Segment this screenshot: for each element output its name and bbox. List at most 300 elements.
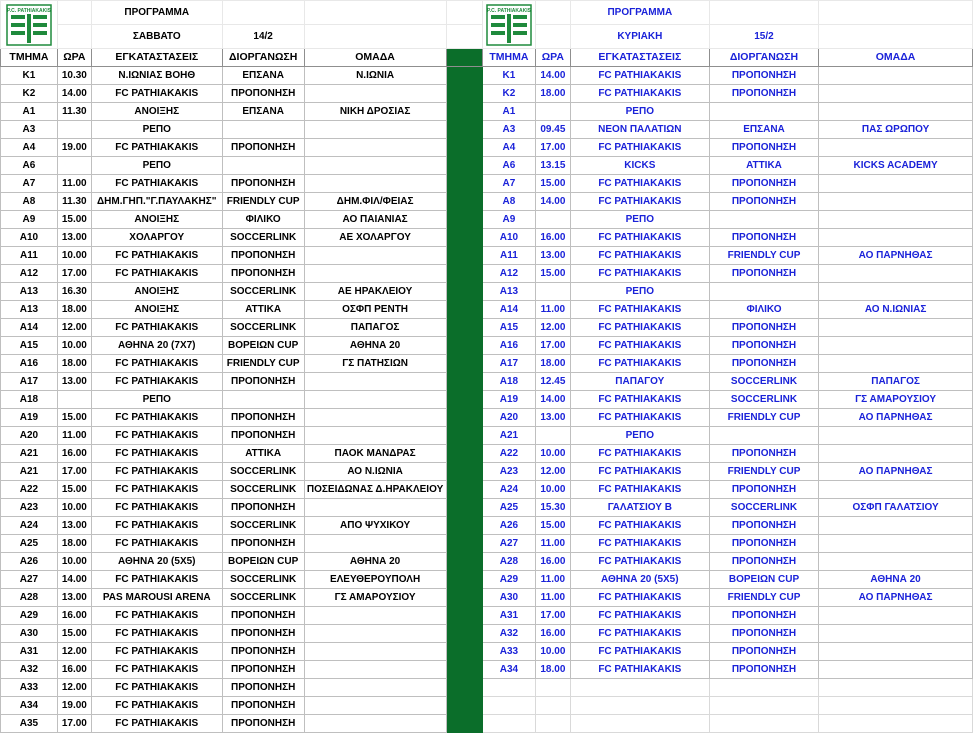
sunday-cell-opponent[interactable]: [819, 535, 973, 553]
sunday-cell-time[interactable]: 10.00: [535, 445, 570, 463]
saturday-cell-opponent[interactable]: [304, 625, 446, 643]
sunday-cell-venue[interactable]: FC PATHIAKAKIS: [570, 607, 709, 625]
sunday-cell-venue[interactable]: FC PATHIAKAKIS: [570, 229, 709, 247]
saturday-cell-time[interactable]: 10.00: [57, 247, 91, 265]
sunday-cell-team[interactable]: [482, 715, 535, 733]
saturday-cell-organization[interactable]: [222, 121, 304, 139]
saturday-cell-opponent[interactable]: [304, 427, 446, 445]
saturday-cell-opponent[interactable]: ΠΑΠΑΓΟΣ: [304, 319, 446, 337]
sunday-cell-opponent[interactable]: [819, 355, 973, 373]
sunday-cell-venue[interactable]: FC PATHIAKAKIS: [570, 625, 709, 643]
saturday-cell-venue[interactable]: ΧΟΛΑΡΓΟΥ: [91, 229, 222, 247]
sunday-cell-venue[interactable]: FC PATHIAKAKIS: [570, 247, 709, 265]
sunday-cell-venue[interactable]: FC PATHIAKAKIS: [570, 355, 709, 373]
sunday-cell-venue[interactable]: FC PATHIAKAKIS: [570, 319, 709, 337]
saturday-cell-time[interactable]: 10.30: [57, 67, 91, 85]
saturday-cell-organization[interactable]: ΕΠΣΑΝΑ: [222, 67, 304, 85]
saturday-cell-time[interactable]: 18.00: [57, 355, 91, 373]
sunday-cell-venue[interactable]: FC PATHIAKAKIS: [570, 481, 709, 499]
sunday-cell-organization[interactable]: ΠΡΟΠΟΝΗΣΗ: [709, 661, 818, 679]
sunday-cell-team[interactable]: A10: [482, 229, 535, 247]
saturday-cell-organization[interactable]: SOCCERLINK: [222, 481, 304, 499]
saturday-cell-team[interactable]: A1: [1, 103, 58, 121]
sunday-cell-team[interactable]: A27: [482, 535, 535, 553]
sunday-cell-time[interactable]: 15.30: [535, 499, 570, 517]
sunday-cell-team[interactable]: A33: [482, 643, 535, 661]
saturday-cell-venue[interactable]: ΑΝΟΙΞΗΣ: [91, 301, 222, 319]
sunday-cell-venue[interactable]: ΓΑΛΑΤΣΙΟΥ Β: [570, 499, 709, 517]
saturday-cell-time[interactable]: 13.00: [57, 589, 91, 607]
saturday-header-venue[interactable]: ΕΓΚΑΤΑΣΤΑΣΕΙΣ: [91, 49, 222, 67]
sunday-cell-opponent[interactable]: ΟΣΦΠ ΓΑΛΑΤΣΙΟΥ: [819, 499, 973, 517]
sunday-cell-organization[interactable]: ΒΟΡΕΙΩΝ CUP: [709, 571, 818, 589]
saturday-cell-team[interactable]: A27: [1, 571, 58, 589]
saturday-cell-organization[interactable]: ΠΡΟΠΟΝΗΣΗ: [222, 427, 304, 445]
sunday-cell-organization[interactable]: ΠΡΟΠΟΝΗΣΗ: [709, 643, 818, 661]
sunday-cell-organization[interactable]: [709, 427, 818, 445]
sunday-cell-opponent[interactable]: [819, 67, 973, 85]
saturday-cell-opponent[interactable]: ΑΠΟ ΨΥΧΙΚΟΥ: [304, 517, 446, 535]
sunday-cell-time[interactable]: 13.00: [535, 409, 570, 427]
sunday-cell-organization[interactable]: ΠΡΟΠΟΝΗΣΗ: [709, 445, 818, 463]
saturday-cell-venue[interactable]: ΑΘΗΝΑ 20 (7X7): [91, 337, 222, 355]
sunday-cell-opponent[interactable]: [819, 85, 973, 103]
sunday-cell-time[interactable]: [535, 715, 570, 733]
sunday-cell-organization[interactable]: FRIENDLY CUP: [709, 409, 818, 427]
saturday-cell-team[interactable]: A32: [1, 661, 58, 679]
saturday-cell-time[interactable]: 19.00: [57, 139, 91, 157]
sunday-cell-team[interactable]: K2: [482, 85, 535, 103]
saturday-cell-organization[interactable]: ΠΡΟΠΟΝΗΣΗ: [222, 679, 304, 697]
saturday-cell-organization[interactable]: SOCCERLINK: [222, 463, 304, 481]
saturday-cell-team[interactable]: A7: [1, 175, 58, 193]
saturday-cell-time[interactable]: 13.00: [57, 373, 91, 391]
saturday-cell-venue[interactable]: FC PATHIAKAKIS: [91, 643, 222, 661]
saturday-cell-team[interactable]: A20: [1, 427, 58, 445]
sunday-cell-team[interactable]: A9: [482, 211, 535, 229]
saturday-cell-team[interactable]: A29: [1, 607, 58, 625]
saturday-cell-organization[interactable]: FRIENDLY CUP: [222, 193, 304, 211]
saturday-cell-team[interactable]: K2: [1, 85, 58, 103]
saturday-cell-team[interactable]: A13: [1, 301, 58, 319]
sunday-cell-organization[interactable]: ΦΙΛΙΚΟ: [709, 301, 818, 319]
saturday-cell-time[interactable]: 15.00: [57, 481, 91, 499]
saturday-cell-venue[interactable]: FC PATHIAKAKIS: [91, 499, 222, 517]
saturday-cell-venue[interactable]: FC PATHIAKAKIS: [91, 373, 222, 391]
saturday-cell-opponent[interactable]: [304, 499, 446, 517]
saturday-cell-venue[interactable]: FC PATHIAKAKIS: [91, 679, 222, 697]
sunday-cell-time[interactable]: 18.00: [535, 85, 570, 103]
sunday-cell-opponent[interactable]: ΓΣ ΑΜΑΡΟΥΣΙΟΥ: [819, 391, 973, 409]
saturday-cell-opponent[interactable]: [304, 391, 446, 409]
saturday-header-team[interactable]: ΤΜΗΜΑ: [1, 49, 58, 67]
saturday-cell-venue[interactable]: FC PATHIAKAKIS: [91, 481, 222, 499]
sunday-cell-opponent[interactable]: [819, 679, 973, 697]
saturday-cell-opponent[interactable]: [304, 535, 446, 553]
sunday-cell-time[interactable]: 12.00: [535, 463, 570, 481]
saturday-cell-venue[interactable]: ΑΘΗΝΑ 20 (5X5): [91, 553, 222, 571]
sunday-cell-team[interactable]: A30: [482, 589, 535, 607]
sunday-cell-time[interactable]: 15.00: [535, 175, 570, 193]
sunday-cell-venue[interactable]: FC PATHIAKAKIS: [570, 445, 709, 463]
sunday-cell-venue[interactable]: FC PATHIAKAKIS: [570, 301, 709, 319]
sunday-cell-team[interactable]: A24: [482, 481, 535, 499]
saturday-cell-venue[interactable]: FC PATHIAKAKIS: [91, 463, 222, 481]
sunday-cell-opponent[interactable]: [819, 697, 973, 715]
sunday-header-organization[interactable]: ΔΙΟΡΓΑΝΩΣΗ: [709, 49, 818, 67]
saturday-cell-venue[interactable]: FC PATHIAKAKIS: [91, 625, 222, 643]
saturday-cell-opponent[interactable]: [304, 121, 446, 139]
saturday-cell-time[interactable]: 16.30: [57, 283, 91, 301]
saturday-cell-time[interactable]: 15.00: [57, 211, 91, 229]
saturday-cell-opponent[interactable]: ΠΟΣΕΙΔΩΝΑΣ Δ.ΗΡΑΚΛΕΙΟΥ: [304, 481, 446, 499]
sunday-cell-organization[interactable]: [709, 715, 818, 733]
saturday-cell-team[interactable]: A30: [1, 625, 58, 643]
saturday-cell-opponent[interactable]: [304, 175, 446, 193]
sunday-cell-venue[interactable]: ΑΘΗΝΑ 20 (5X5): [570, 571, 709, 589]
saturday-cell-team[interactable]: A10: [1, 229, 58, 247]
sunday-cell-time[interactable]: 17.00: [535, 607, 570, 625]
saturday-cell-time[interactable]: 17.00: [57, 265, 91, 283]
sunday-cell-time[interactable]: 12.45: [535, 373, 570, 391]
sunday-cell-organization[interactable]: [709, 697, 818, 715]
sunday-cell-team[interactable]: A34: [482, 661, 535, 679]
saturday-cell-organization[interactable]: ΕΠΣΑΝΑ: [222, 103, 304, 121]
saturday-cell-opponent[interactable]: [304, 157, 446, 175]
saturday-cell-venue[interactable]: PAS MAROUSI ARENA: [91, 589, 222, 607]
sunday-cell-venue[interactable]: [570, 679, 709, 697]
saturday-cell-organization[interactable]: ΠΡΟΠΟΝΗΣΗ: [222, 715, 304, 733]
sunday-cell-organization[interactable]: ΠΡΟΠΟΝΗΣΗ: [709, 481, 818, 499]
sunday-cell-venue[interactable]: ΡΕΠΟ: [570, 283, 709, 301]
sunday-cell-organization[interactable]: ΑΤΤΙΚΑ: [709, 157, 818, 175]
sunday-cell-opponent[interactable]: ΑΟ ΠΑΡΝΗΘΑΣ: [819, 463, 973, 481]
saturday-cell-team[interactable]: A28: [1, 589, 58, 607]
saturday-cell-time[interactable]: 14.00: [57, 571, 91, 589]
saturday-cell-venue[interactable]: FC PATHIAKAKIS: [91, 139, 222, 157]
saturday-cell-venue[interactable]: ΑΝΟΙΞΗΣ: [91, 211, 222, 229]
saturday-cell-venue[interactable]: FC PATHIAKAKIS: [91, 571, 222, 589]
sunday-cell-venue[interactable]: FC PATHIAKAKIS: [570, 67, 709, 85]
sunday-cell-team[interactable]: A16: [482, 337, 535, 355]
sunday-cell-team[interactable]: A15: [482, 319, 535, 337]
sunday-cell-venue[interactable]: FC PATHIAKAKIS: [570, 535, 709, 553]
sunday-cell-opponent[interactable]: [819, 319, 973, 337]
saturday-cell-team[interactable]: A17: [1, 373, 58, 391]
saturday-cell-opponent[interactable]: ΝΙΚΗ ΔΡΟΣΙΑΣ: [304, 103, 446, 121]
sunday-cell-time[interactable]: 14.00: [535, 67, 570, 85]
sunday-cell-opponent[interactable]: ΑΟ Ν.ΙΩΝΙΑΣ: [819, 301, 973, 319]
saturday-cell-opponent[interactable]: [304, 661, 446, 679]
sunday-cell-time[interactable]: 11.00: [535, 535, 570, 553]
sunday-cell-time[interactable]: 16.00: [535, 229, 570, 247]
sunday-cell-organization[interactable]: ΠΡΟΠΟΝΗΣΗ: [709, 553, 818, 571]
saturday-cell-time[interactable]: 12.00: [57, 679, 91, 697]
saturday-cell-team[interactable]: A34: [1, 697, 58, 715]
sunday-cell-team[interactable]: A17: [482, 355, 535, 373]
sunday-cell-time[interactable]: [535, 103, 570, 121]
saturday-cell-team[interactable]: A24: [1, 517, 58, 535]
sunday-cell-opponent[interactable]: ΑΘΗΝΑ 20: [819, 571, 973, 589]
saturday-cell-organization[interactable]: ΒΟΡΕΙΩΝ CUP: [222, 553, 304, 571]
saturday-cell-time[interactable]: 11.30: [57, 193, 91, 211]
sunday-cell-venue[interactable]: FC PATHIAKAKIS: [570, 517, 709, 535]
saturday-cell-organization[interactable]: SOCCERLINK: [222, 517, 304, 535]
sunday-cell-organization[interactable]: ΠΡΟΠΟΝΗΣΗ: [709, 535, 818, 553]
saturday-cell-team[interactable]: A3: [1, 121, 58, 139]
sunday-cell-team[interactable]: A3: [482, 121, 535, 139]
sunday-cell-team[interactable]: A21: [482, 427, 535, 445]
saturday-cell-opponent[interactable]: [304, 697, 446, 715]
saturday-cell-opponent[interactable]: [304, 265, 446, 283]
saturday-cell-opponent[interactable]: ΓΣ ΠΑΤΗΣΙΩΝ: [304, 355, 446, 373]
sunday-cell-opponent[interactable]: [819, 481, 973, 499]
sunday-cell-team[interactable]: A4: [482, 139, 535, 157]
saturday-cell-opponent[interactable]: ΟΣΦΠ ΡΕΝΤΗ: [304, 301, 446, 319]
sunday-cell-team[interactable]: A18: [482, 373, 535, 391]
saturday-cell-time[interactable]: 11.30: [57, 103, 91, 121]
sunday-cell-time[interactable]: 16.00: [535, 625, 570, 643]
sunday-cell-venue[interactable]: ΝΕΟΝ ΠΑΛΑΤΙΩΝ: [570, 121, 709, 139]
sunday-cell-opponent[interactable]: [819, 103, 973, 121]
saturday-header-time[interactable]: ΩΡΑ: [57, 49, 91, 67]
sunday-cell-organization[interactable]: ΠΡΟΠΟΝΗΣΗ: [709, 625, 818, 643]
sunday-cell-organization[interactable]: [709, 211, 818, 229]
saturday-cell-time[interactable]: 18.00: [57, 301, 91, 319]
sunday-cell-organization[interactable]: SOCCERLINK: [709, 499, 818, 517]
sunday-cell-team[interactable]: A19: [482, 391, 535, 409]
saturday-cell-venue[interactable]: ΡΕΠΟ: [91, 157, 222, 175]
sunday-cell-time[interactable]: [535, 679, 570, 697]
saturday-cell-venue[interactable]: ΑΝΟΙΞΗΣ: [91, 283, 222, 301]
sunday-cell-opponent[interactable]: KICKS ACADEMY: [819, 157, 973, 175]
saturday-cell-team[interactable]: A21: [1, 463, 58, 481]
sunday-cell-venue[interactable]: FC PATHIAKAKIS: [570, 85, 709, 103]
sunday-cell-opponent[interactable]: [819, 643, 973, 661]
saturday-cell-venue[interactable]: FC PATHIAKAKIS: [91, 661, 222, 679]
saturday-cell-opponent[interactable]: [304, 679, 446, 697]
saturday-cell-organization[interactable]: [222, 157, 304, 175]
sunday-cell-opponent[interactable]: [819, 211, 973, 229]
saturday-cell-team[interactable]: A26: [1, 553, 58, 571]
sunday-cell-venue[interactable]: FC PATHIAKAKIS: [570, 193, 709, 211]
saturday-cell-venue[interactable]: FC PATHIAKAKIS: [91, 427, 222, 445]
sunday-cell-venue[interactable]: FC PATHIAKAKIS: [570, 463, 709, 481]
sunday-cell-organization[interactable]: ΠΡΟΠΟΝΗΣΗ: [709, 139, 818, 157]
sunday-header-team[interactable]: ΤΜΗΜΑ: [482, 49, 535, 67]
sunday-cell-time[interactable]: 11.00: [535, 301, 570, 319]
sunday-cell-opponent[interactable]: [819, 607, 973, 625]
saturday-cell-time[interactable]: 19.00: [57, 697, 91, 715]
sunday-cell-opponent[interactable]: [819, 661, 973, 679]
saturday-cell-organization[interactable]: ΠΡΟΠΟΝΗΣΗ: [222, 535, 304, 553]
sunday-cell-organization[interactable]: FRIENDLY CUP: [709, 589, 818, 607]
saturday-cell-team[interactable]: A23: [1, 499, 58, 517]
saturday-cell-opponent[interactable]: ΓΣ ΑΜΑΡΟΥΣΙΟΥ: [304, 589, 446, 607]
saturday-cell-time[interactable]: 11.00: [57, 175, 91, 193]
sunday-cell-time[interactable]: 15.00: [535, 265, 570, 283]
saturday-cell-organization[interactable]: FRIENDLY CUP: [222, 355, 304, 373]
saturday-cell-time[interactable]: 18.00: [57, 535, 91, 553]
saturday-cell-organization[interactable]: ΦΙΛΙΚΟ: [222, 211, 304, 229]
sunday-cell-venue[interactable]: FC PATHIAKAKIS: [570, 139, 709, 157]
saturday-cell-team[interactable]: A6: [1, 157, 58, 175]
sunday-cell-opponent[interactable]: [819, 265, 973, 283]
sunday-cell-team[interactable]: A28: [482, 553, 535, 571]
sunday-cell-opponent[interactable]: [819, 283, 973, 301]
saturday-cell-opponent[interactable]: [304, 409, 446, 427]
saturday-cell-time[interactable]: 17.00: [57, 463, 91, 481]
sunday-cell-opponent[interactable]: ΑΟ ΠΑΡΝΗΘΑΣ: [819, 409, 973, 427]
saturday-cell-organization[interactable]: ΠΡΟΠΟΝΗΣΗ: [222, 175, 304, 193]
sunday-cell-organization[interactable]: [709, 103, 818, 121]
saturday-cell-organization[interactable]: SOCCERLINK: [222, 283, 304, 301]
sunday-cell-opponent[interactable]: [819, 337, 973, 355]
sunday-cell-venue[interactable]: FC PATHIAKAKIS: [570, 265, 709, 283]
sunday-cell-team[interactable]: A31: [482, 607, 535, 625]
sunday-cell-team[interactable]: A1: [482, 103, 535, 121]
sunday-cell-organization[interactable]: ΠΡΟΠΟΝΗΣΗ: [709, 607, 818, 625]
saturday-cell-venue[interactable]: FC PATHIAKAKIS: [91, 697, 222, 715]
saturday-cell-team[interactable]: A21: [1, 445, 58, 463]
saturday-cell-organization[interactable]: ΠΡΟΠΟΝΗΣΗ: [222, 409, 304, 427]
saturday-cell-opponent[interactable]: [304, 247, 446, 265]
saturday-cell-opponent[interactable]: ΕΛΕΥΘΕΡΟΥΠΟΛΗ: [304, 571, 446, 589]
saturday-cell-organization[interactable]: ΑΤΤΙΚΑ: [222, 301, 304, 319]
sunday-cell-team[interactable]: A12: [482, 265, 535, 283]
saturday-cell-team[interactable]: A4: [1, 139, 58, 157]
saturday-cell-venue[interactable]: FC PATHIAKAKIS: [91, 517, 222, 535]
sunday-cell-time[interactable]: [535, 697, 570, 715]
saturday-cell-organization[interactable]: ΠΡΟΠΟΝΗΣΗ: [222, 625, 304, 643]
saturday-cell-organization[interactable]: ΠΡΟΠΟΝΗΣΗ: [222, 265, 304, 283]
sunday-cell-time[interactable]: 11.00: [535, 571, 570, 589]
sunday-cell-time[interactable]: 16.00: [535, 553, 570, 571]
sunday-cell-organization[interactable]: ΠΡΟΠΟΝΗΣΗ: [709, 517, 818, 535]
saturday-cell-organization[interactable]: ΑΤΤΙΚΑ: [222, 445, 304, 463]
sunday-cell-time[interactable]: 13.00: [535, 247, 570, 265]
sunday-cell-organization[interactable]: ΠΡΟΠΟΝΗΣΗ: [709, 355, 818, 373]
saturday-cell-organization[interactable]: [222, 391, 304, 409]
sunday-cell-time[interactable]: 17.00: [535, 139, 570, 157]
sunday-cell-time[interactable]: 18.00: [535, 661, 570, 679]
saturday-cell-organization[interactable]: SOCCERLINK: [222, 589, 304, 607]
sunday-cell-team[interactable]: A23: [482, 463, 535, 481]
sunday-cell-opponent[interactable]: ΑΟ ΠΑΡΝΗΘΑΣ: [819, 247, 973, 265]
saturday-cell-opponent[interactable]: [304, 85, 446, 103]
saturday-cell-team[interactable]: A14: [1, 319, 58, 337]
saturday-cell-time[interactable]: 17.00: [57, 715, 91, 733]
saturday-cell-team[interactable]: A18: [1, 391, 58, 409]
saturday-cell-venue[interactable]: FC PATHIAKAKIS: [91, 85, 222, 103]
sunday-cell-venue[interactable]: ΡΕΠΟ: [570, 103, 709, 121]
sunday-cell-organization[interactable]: SOCCERLINK: [709, 391, 818, 409]
saturday-cell-venue[interactable]: ΡΕΠΟ: [91, 391, 222, 409]
sunday-cell-team[interactable]: [482, 697, 535, 715]
sunday-cell-organization[interactable]: ΕΠΣΑΝΑ: [709, 121, 818, 139]
sunday-cell-opponent[interactable]: [819, 715, 973, 733]
saturday-cell-venue[interactable]: FC PATHIAKAKIS: [91, 175, 222, 193]
sunday-cell-organization[interactable]: [709, 283, 818, 301]
saturday-cell-opponent[interactable]: ΑΕ ΧΟΛΑΡΓΟΥ: [304, 229, 446, 247]
sunday-cell-team[interactable]: A29: [482, 571, 535, 589]
saturday-cell-time[interactable]: 16.00: [57, 445, 91, 463]
saturday-cell-opponent[interactable]: ΠΑΟΚ ΜΑΝΔΡΑΣ: [304, 445, 446, 463]
saturday-cell-team[interactable]: A9: [1, 211, 58, 229]
sunday-cell-venue[interactable]: FC PATHIAKAKIS: [570, 589, 709, 607]
sunday-cell-opponent[interactable]: [819, 517, 973, 535]
saturday-header-organization[interactable]: ΔΙΟΡΓΑΝΩΣΗ: [222, 49, 304, 67]
sunday-cell-venue[interactable]: ΠΑΠΑΓΟΥ: [570, 373, 709, 391]
sunday-cell-organization[interactable]: ΠΡΟΠΟΝΗΣΗ: [709, 175, 818, 193]
saturday-cell-time[interactable]: [57, 391, 91, 409]
saturday-cell-time[interactable]: 10.00: [57, 553, 91, 571]
sunday-cell-time[interactable]: [535, 211, 570, 229]
saturday-cell-opponent[interactable]: [304, 139, 446, 157]
saturday-cell-opponent[interactable]: [304, 607, 446, 625]
sunday-cell-venue[interactable]: ΡΕΠΟ: [570, 427, 709, 445]
sunday-cell-team[interactable]: [482, 679, 535, 697]
sunday-cell-venue[interactable]: FC PATHIAKAKIS: [570, 391, 709, 409]
saturday-cell-venue[interactable]: FC PATHIAKAKIS: [91, 319, 222, 337]
saturday-cell-team[interactable]: A31: [1, 643, 58, 661]
saturday-cell-time[interactable]: 16.00: [57, 607, 91, 625]
sunday-cell-organization[interactable]: FRIENDLY CUP: [709, 247, 818, 265]
sunday-cell-time[interactable]: 13.15: [535, 157, 570, 175]
sunday-cell-time[interactable]: 15.00: [535, 517, 570, 535]
saturday-cell-team[interactable]: A33: [1, 679, 58, 697]
sunday-cell-venue[interactable]: [570, 697, 709, 715]
saturday-cell-venue[interactable]: FC PATHIAKAKIS: [91, 355, 222, 373]
saturday-cell-opponent[interactable]: ΑΘΗΝΑ 20: [304, 553, 446, 571]
sunday-cell-time[interactable]: 12.00: [535, 319, 570, 337]
saturday-cell-organization[interactable]: ΠΡΟΠΟΝΗΣΗ: [222, 499, 304, 517]
saturday-cell-venue[interactable]: FC PATHIAKAKIS: [91, 607, 222, 625]
saturday-cell-venue[interactable]: ΡΕΠΟ: [91, 121, 222, 139]
saturday-cell-organization[interactable]: ΠΡΟΠΟΝΗΣΗ: [222, 661, 304, 679]
sunday-cell-opponent[interactable]: [819, 175, 973, 193]
saturday-cell-time[interactable]: 14.00: [57, 85, 91, 103]
saturday-cell-venue[interactable]: FC PATHIAKAKIS: [91, 409, 222, 427]
saturday-cell-time[interactable]: 13.00: [57, 517, 91, 535]
sunday-cell-time[interactable]: 10.00: [535, 481, 570, 499]
sunday-cell-team[interactable]: K1: [482, 67, 535, 85]
saturday-cell-organization[interactable]: ΠΡΟΠΟΝΗΣΗ: [222, 697, 304, 715]
sunday-header-time[interactable]: ΩΡΑ: [535, 49, 570, 67]
sunday-cell-venue[interactable]: FC PATHIAKAKIS: [570, 643, 709, 661]
sunday-cell-organization[interactable]: ΠΡΟΠΟΝΗΣΗ: [709, 193, 818, 211]
saturday-cell-organization[interactable]: SOCCERLINK: [222, 319, 304, 337]
sunday-cell-venue[interactable]: [570, 715, 709, 733]
sunday-cell-organization[interactable]: ΠΡΟΠΟΝΗΣΗ: [709, 85, 818, 103]
sunday-cell-opponent[interactable]: [819, 139, 973, 157]
saturday-cell-venue[interactable]: FC PATHIAKAKIS: [91, 535, 222, 553]
sunday-cell-organization[interactable]: ΠΡΟΠΟΝΗΣΗ: [709, 337, 818, 355]
sunday-header-venue[interactable]: ΕΓΚΑΤΑΣΤΑΣΕΙΣ: [570, 49, 709, 67]
saturday-cell-time[interactable]: 15.00: [57, 625, 91, 643]
saturday-cell-opponent[interactable]: ΔΗΜ.ΦΙΛ/ΦΕΙΑΣ: [304, 193, 446, 211]
saturday-cell-team[interactable]: A13: [1, 283, 58, 301]
saturday-cell-opponent[interactable]: [304, 715, 446, 733]
sunday-cell-opponent[interactable]: ΑΟ ΠΑΡΝΗΘΑΣ: [819, 589, 973, 607]
sunday-cell-organization[interactable]: [709, 679, 818, 697]
sunday-cell-organization[interactable]: FRIENDLY CUP: [709, 463, 818, 481]
saturday-cell-venue[interactable]: FC PATHIAKAKIS: [91, 715, 222, 733]
saturday-cell-team[interactable]: A8: [1, 193, 58, 211]
sunday-cell-team[interactable]: A25: [482, 499, 535, 517]
saturday-cell-time[interactable]: 12.00: [57, 643, 91, 661]
saturday-cell-opponent[interactable]: Ν.ΙΩΝΙΑ: [304, 67, 446, 85]
